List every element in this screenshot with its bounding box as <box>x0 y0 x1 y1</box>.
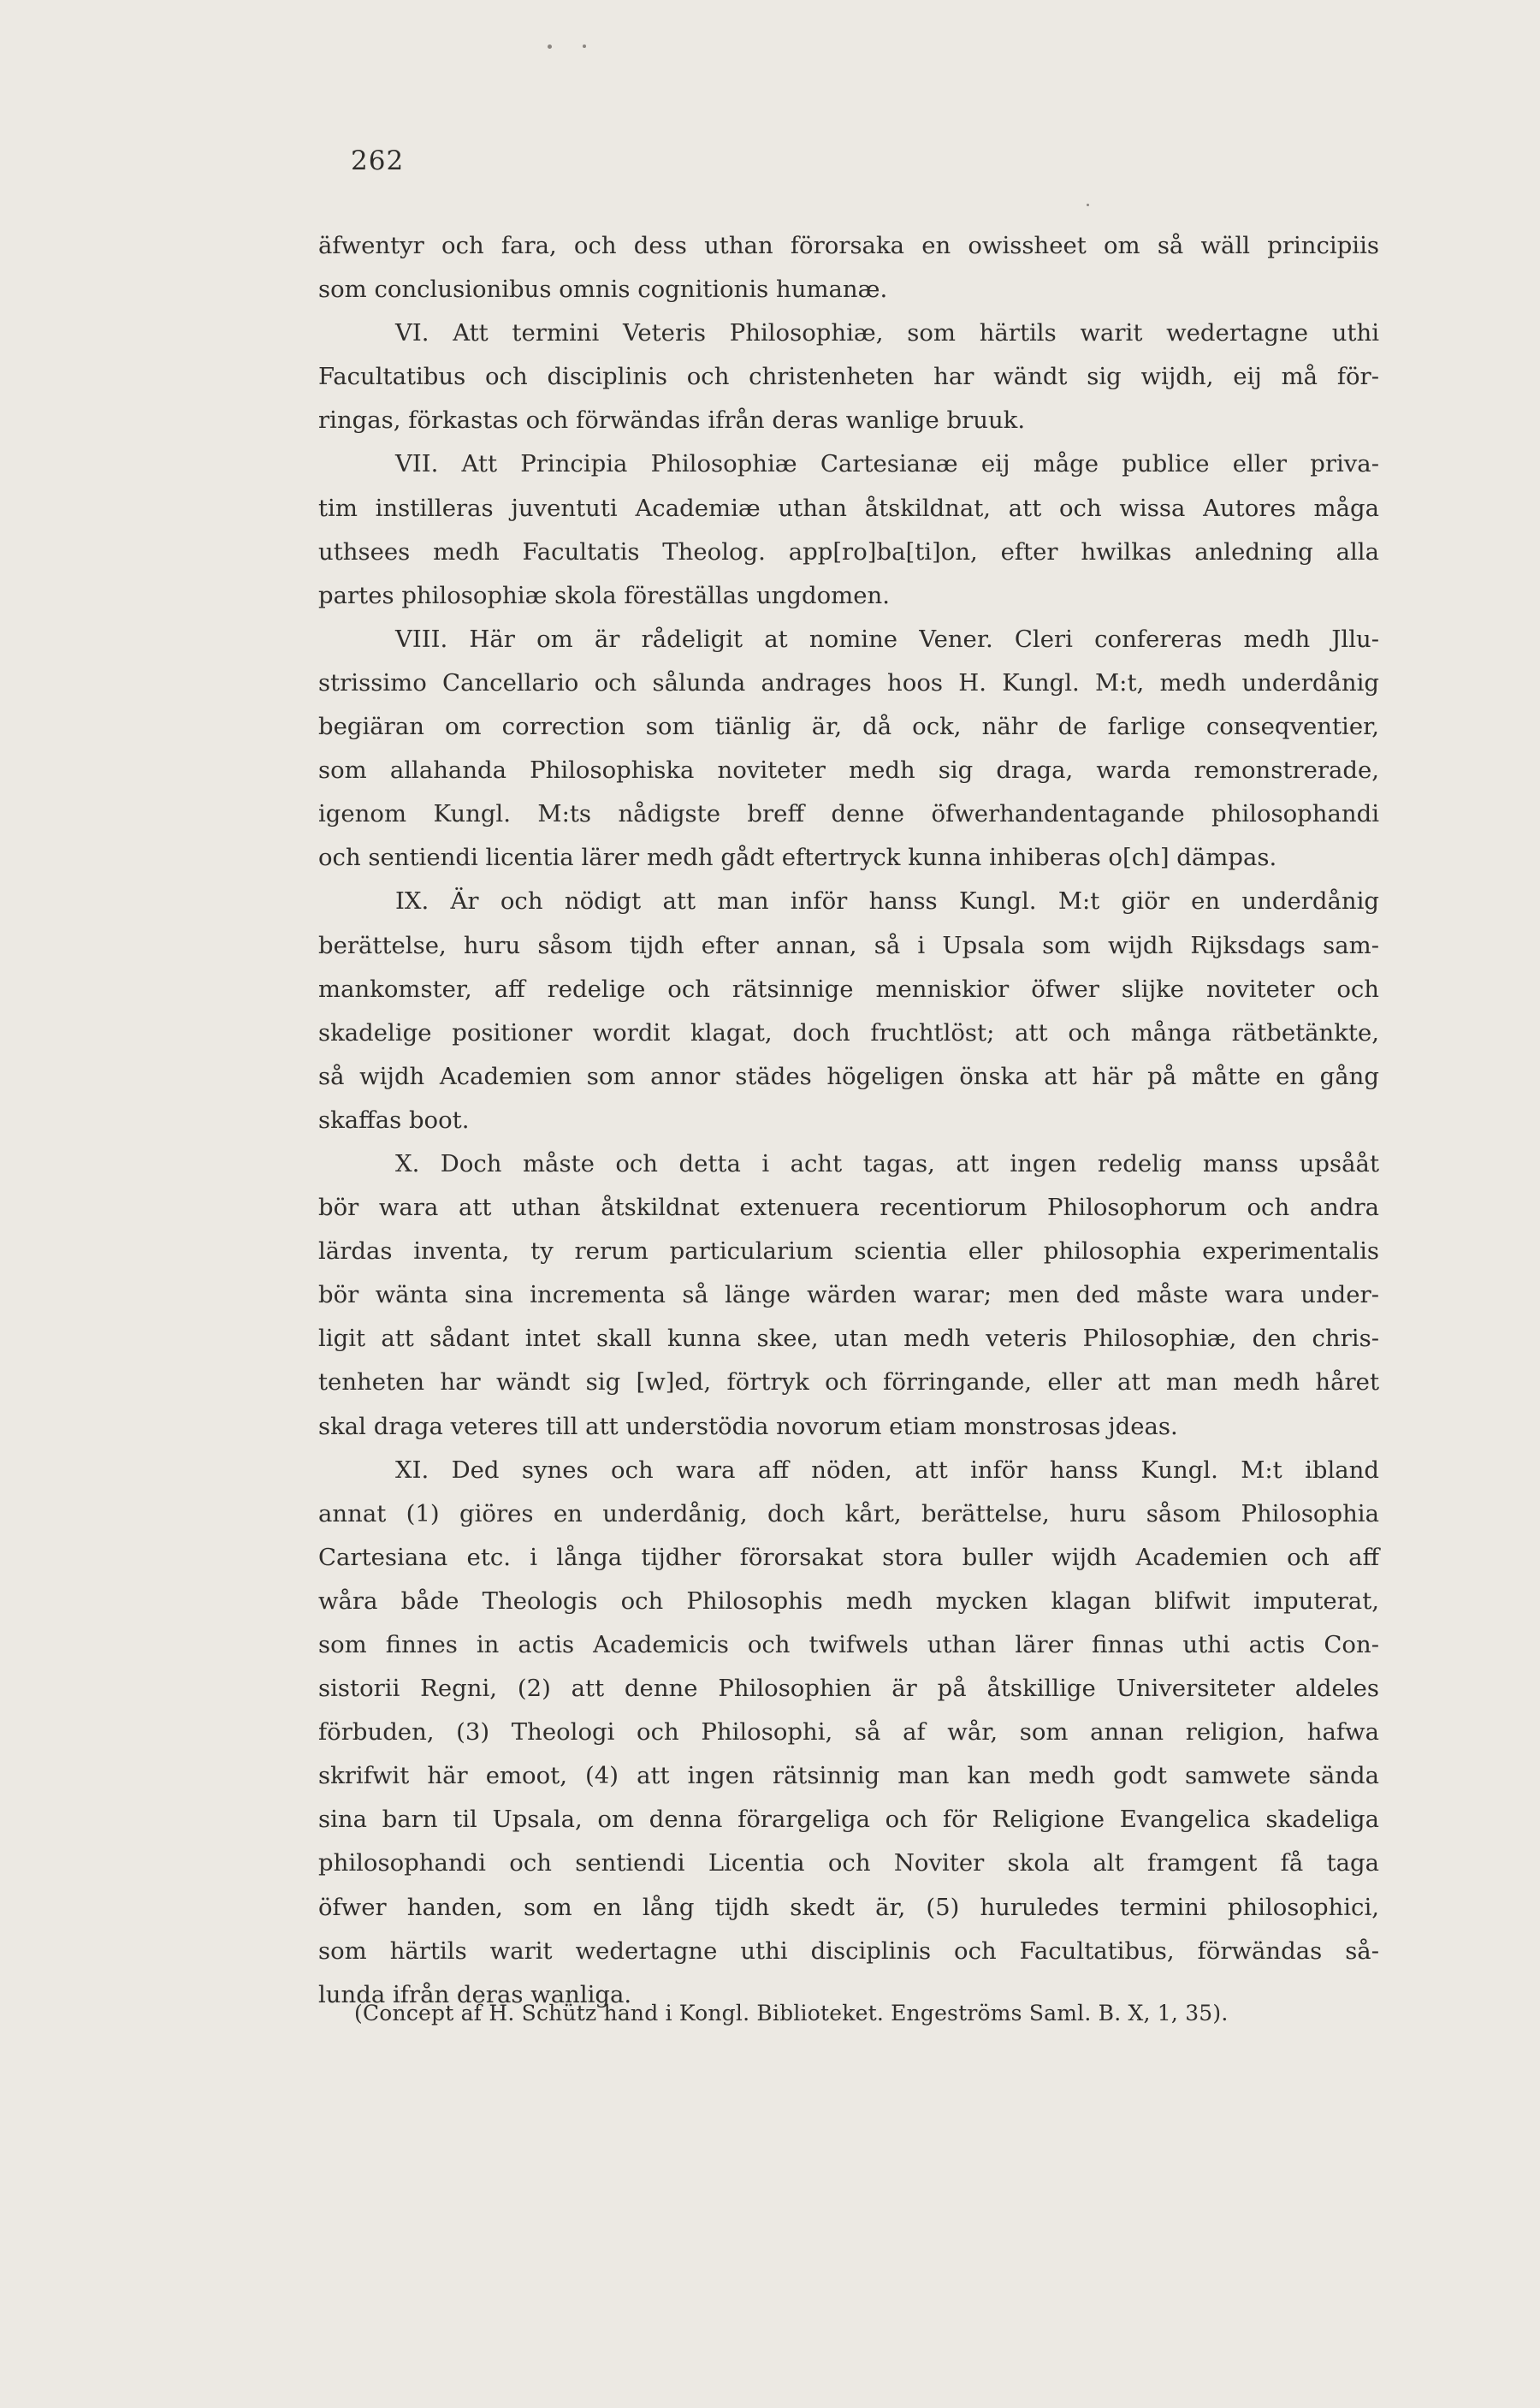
text-line: wåra både Theologis och Philosophis medh mycken klagan blifwit imputerat, <box>318 1587 1379 1615</box>
text-line: som allahanda Philosophiska noviteter medh sig draga, warda remonstrerade, <box>318 756 1379 785</box>
text-line: så wijdh Academien som annor städes högeligen önska att här på måtte en gång <box>318 1062 1379 1090</box>
text-line: Cartesiana etc. i långa tijdher förorsakat stora buller wijdh Academien och aff <box>318 1543 1379 1571</box>
text-line: Facultatibus och disciplinis och christenheten har wändt sig wijdh, eij må för- <box>318 363 1379 391</box>
text-line: igenom Kungl. M:ts nådigste breff denne öfwerhandentagande philosophandi <box>318 800 1379 828</box>
text-line: mankomster, aff redelige och rätsinnige menniskior öfwer slijke noviteter och <box>318 975 1379 1003</box>
text-line: bör wara att uthan åtskildnat extenuera recentiorum Philosophorum och andra <box>318 1194 1379 1222</box>
page-number: 262 <box>351 145 405 176</box>
text-line: uthsees medh Facultatis Theolog. app[ro]ba[ti]on, efter hwilkas anledning alla <box>318 537 1379 566</box>
text-line: IX. Är och nödigt att man inför hanss Kungl. M:t giör en underdånig <box>395 887 1379 916</box>
text-line: skadelige positioner wordit klagat, doch fruchtlöst; att och många rätbetänkte, <box>318 1018 1379 1047</box>
text-line: skrifwit här emoot, (4) att ingen rätsinnig man kan medh godt samwete sända <box>318 1762 1379 1790</box>
text-line: VII. Att Principia Philosophiæ Cartesianæ eij måge publice eller priva- <box>395 450 1379 478</box>
text-line: förbuden, (3) Theologi och Philosophi, så af wår, som annan religion, hafwa <box>318 1718 1379 1747</box>
text-line: sina barn til Upsala, om denna förargeliga och för Religione Evangelica skadeliga <box>318 1806 1379 1834</box>
text-line: lunda ifrån deras wanliga. <box>318 1980 632 2008</box>
text-line: som härtils warit wedertagne uthi disciplinis och Facultatibus, förwändas så- <box>318 1936 1379 1965</box>
text-line: philosophandi och sentiendi Licentia och Noviter skola alt framgent få taga <box>318 1849 1379 1877</box>
footnote: (Concept af H. Schütz hand i Kongl. Biblioteket. Engeströms Saml. B. X, 1, 35). <box>354 2001 1229 2025</box>
text-line: skal draga veteres till att understödia novorum etiam monstrosas jdeas. <box>318 1412 1178 1440</box>
text-line: annat (1) giöres en underdånig, doch kårt, berättelse, huru såsom Philosophia <box>318 1499 1379 1527</box>
text-line: XI. Ded synes och wara aff nöden, att inför hanss Kungl. M:t ibland <box>395 1456 1379 1484</box>
text-line: sistorii Regni, (2) att denne Philosophien är på åtskillige Universiteter aldeles <box>318 1675 1379 1703</box>
text-line: begiäran om correction som tiänlig är, då ock, nähr de farlige conseqventier, <box>318 713 1379 741</box>
text-line: partes philosophiæ skola föreställas ungdomen. <box>318 581 890 609</box>
print-speck <box>1087 204 1089 206</box>
print-speck <box>583 44 586 48</box>
text-line: VIII. Här om är rådeligit at nomine Vener. Cleri confereras medh Jllu- <box>395 625 1379 653</box>
text-line: ringas, förkastas och förwändas ifrån deras wanlige bruuk. <box>318 406 1026 435</box>
text-line: skaffas boot. <box>318 1106 470 1134</box>
text-line: tenheten har wändt sig [w]ed, förtryk och förringande, eller att man medh håret <box>318 1368 1379 1397</box>
text-line: berättelse, huru såsom tijdh efter annan, så i Upsala som wijdh Rijksdags sam- <box>318 931 1379 959</box>
text-line: VI. Att termini Veteris Philosophiæ, som härtils warit wedertagne uthi <box>395 319 1379 347</box>
text-line: bör wänta sina incrementa så länge wärden warar; men ded måste wara under- <box>318 1281 1379 1309</box>
text-line: X. Doch måste och detta i acht tagas, att ingen redelig manss upsååt <box>395 1149 1379 1177</box>
text-line: och sentiendi licentia lärer medh gådt eftertryck kunna inhiberas o[ch] dämpas. <box>318 844 1277 872</box>
text-line: som finnes in actis Academicis och twifwels uthan lärer finnas uthi actis Con- <box>318 1631 1379 1658</box>
text-line: ligit att sådant intet skall kunna skee, utan medh veteris Philosophiæ, den chris- <box>318 1325 1379 1353</box>
text-line: lärdas inventa, ty rerum particularium scientia eller philosophia experimentalis <box>318 1237 1379 1266</box>
text-line: äfwentyr och fara, och dess uthan förorsaka en owissheet om så wäll principiis <box>318 232 1379 259</box>
text-line: strissimo Cancellario och sålunda andrages hoos H. Kungl. M:t, medh underdånig <box>318 668 1379 697</box>
text-line: tim instilleras juventuti Academiæ uthan åtskildnat, att och wissa Autores måga <box>318 494 1379 522</box>
text-line: som conclusionibus omnis cognitionis humanæ. <box>318 276 888 304</box>
print-speck <box>548 44 552 49</box>
body-text <box>318 224 1379 2017</box>
text-line: öfwer handen, som en lång tijdh skedt är, (5) huruledes termini philosophici, <box>318 1893 1379 1921</box>
